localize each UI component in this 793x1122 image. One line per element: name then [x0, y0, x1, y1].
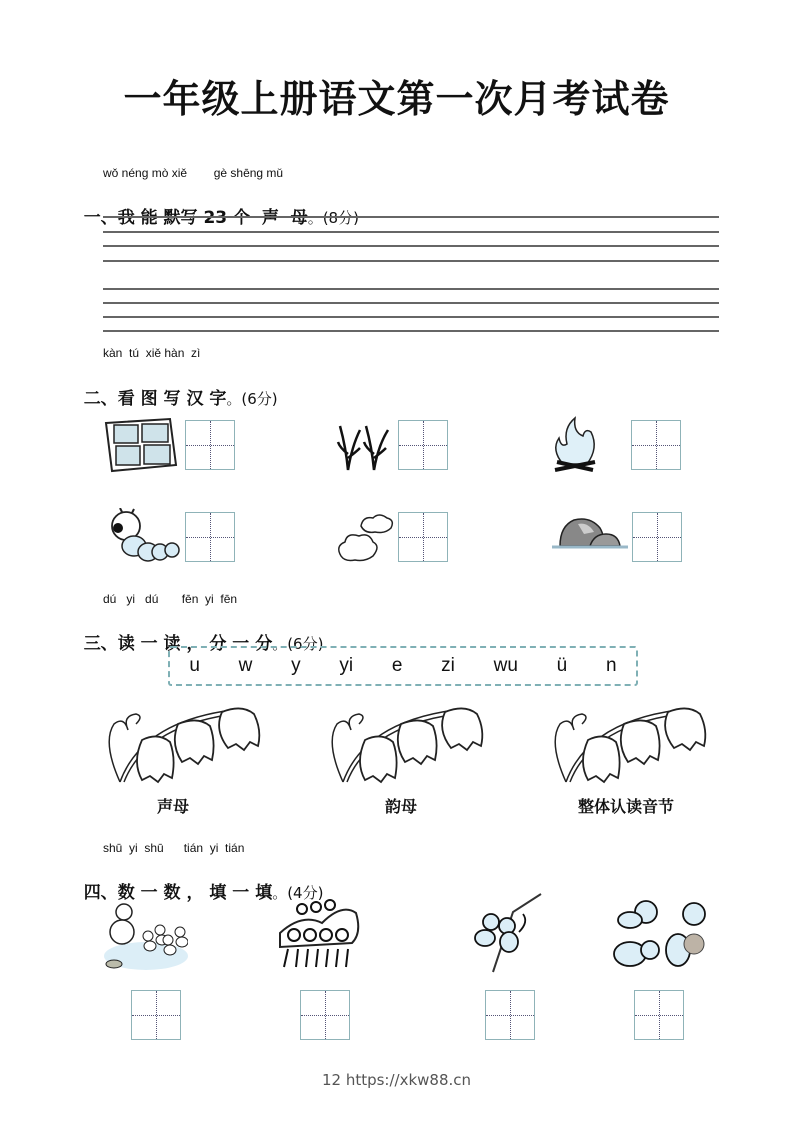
- section-score: 。(4分): [272, 884, 324, 902]
- writing-line[interactable]: [103, 231, 719, 233]
- answer-box[interactable]: [398, 420, 448, 470]
- syllable-bank: [168, 646, 638, 686]
- bellflower-icon[interactable]: [325, 702, 505, 787]
- rice-field-icon: [100, 415, 180, 473]
- section-text: 我 能 默写 23 个 声 母: [117, 208, 308, 228]
- stone-icon: [550, 514, 630, 554]
- writing-line[interactable]: [103, 216, 719, 218]
- section-text: 读 一 读 ， 分 一 分: [117, 634, 273, 654]
- fire-icon: [549, 414, 601, 474]
- kittens-icon: [604, 898, 716, 976]
- category-label-initials: 声母: [157, 797, 190, 816]
- section-number: 四、: [83, 883, 118, 903]
- answer-box[interactable]: [632, 512, 682, 562]
- section-number: 一、: [83, 208, 118, 228]
- writing-line[interactable]: [103, 302, 719, 304]
- worm-icon: [104, 508, 184, 566]
- section-number: 三、: [83, 634, 118, 654]
- writing-line[interactable]: [103, 316, 719, 318]
- answer-box[interactable]: [398, 512, 448, 562]
- ants-icon: [272, 893, 362, 973]
- ducks-icon: [102, 900, 188, 972]
- section-text: 数 一 数 ， 填 一 填: [117, 883, 273, 903]
- writing-line[interactable]: [103, 288, 719, 290]
- section-number: 二、: [83, 389, 118, 409]
- answer-box[interactable]: [485, 990, 535, 1040]
- writing-line[interactable]: [103, 245, 719, 247]
- syllable[interactable]: w: [238, 655, 253, 676]
- cloud-icon: [335, 512, 397, 564]
- writing-line[interactable]: [103, 330, 719, 332]
- monkeys-icon: [463, 892, 545, 974]
- answer-box[interactable]: [300, 990, 350, 1040]
- rice-plant-icon: [336, 418, 396, 472]
- section-1-pinyin: wǒ néng mò xiě gè shēng mǔ: [103, 166, 284, 180]
- section-score: 。(8分): [307, 209, 359, 227]
- syllable[interactable]: u: [189, 655, 200, 676]
- page-footer: 12 https://xkw88.cn: [321, 1071, 472, 1089]
- writing-line[interactable]: [103, 260, 719, 262]
- syllable[interactable]: wu: [493, 655, 518, 676]
- syllable[interactable]: n: [605, 655, 617, 676]
- answer-box[interactable]: [131, 990, 181, 1040]
- answer-box[interactable]: [634, 990, 684, 1040]
- answer-box[interactable]: [185, 420, 235, 470]
- section-score: 。(6分): [272, 635, 324, 653]
- syllable[interactable]: ü: [556, 655, 568, 676]
- category-label-finals: 韵母: [385, 797, 418, 816]
- syllable[interactable]: e: [391, 655, 403, 676]
- section-4-pinyin: shū yi shū tián yi tián: [103, 841, 245, 855]
- section-text: 看 图 写 汉 字: [117, 389, 227, 409]
- answer-box[interactable]: [631, 420, 681, 470]
- syllable[interactable]: y: [291, 655, 301, 676]
- syllable[interactable]: zi: [441, 655, 455, 676]
- section-2-pinyin: kàn tú xiě hàn zì: [103, 346, 201, 360]
- category-label-whole-syllables: 整体认读音节: [578, 797, 675, 816]
- page-title: 一年级上册语文第一次月考试卷: [123, 77, 670, 121]
- answer-box[interactable]: [185, 512, 235, 562]
- section-score: 。(6分): [226, 390, 278, 408]
- section-3-pinyin: dú yi dú fēn yi fēn: [103, 592, 238, 606]
- bellflower-icon[interactable]: [102, 702, 282, 787]
- syllable[interactable]: yi: [339, 655, 354, 676]
- bellflower-icon[interactable]: [548, 702, 728, 787]
